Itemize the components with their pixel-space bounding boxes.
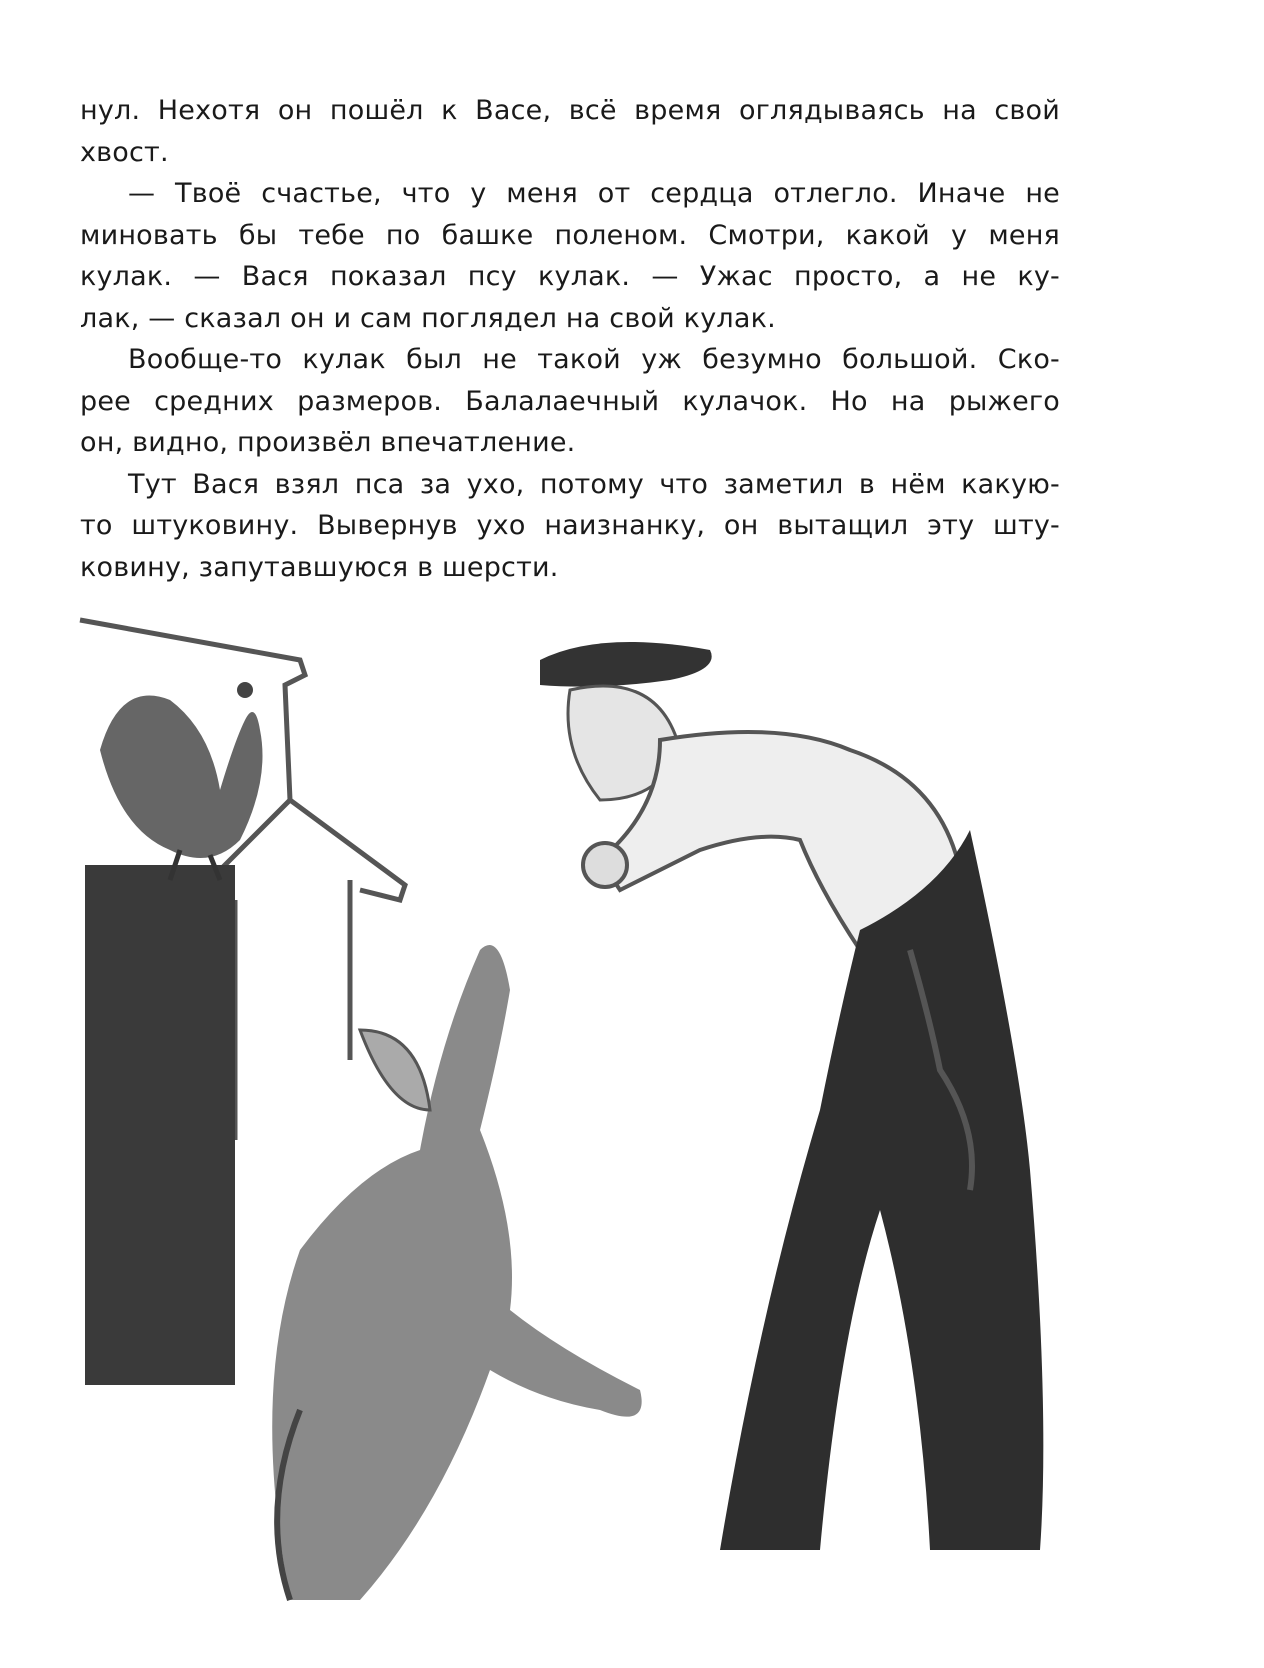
paragraph — [80, 464, 1060, 589]
text-line: хвост. — [80, 136, 169, 168]
text-line: лак, — сказал он и сам поглядел на свой кулак. — [80, 302, 776, 334]
text-line: ковину, запутавшуюся в шерсти. — [80, 551, 559, 583]
paragraph — [80, 173, 1060, 339]
text-line: Вообще-то кулак был не такой уж безумно большой. Ско- — [128, 344, 1060, 375]
text-line: Тут Вася взял пса за ухо, потому что заметил в нём какую- — [128, 468, 1060, 500]
paragraph — [80, 90, 1060, 173]
paragraph — [80, 339, 1060, 464]
text-line: рее средних размеров. Балалаечный кулачок. Но на рыжего — [80, 385, 1060, 417]
text-line: он, видно, произвёл впечатление. — [80, 427, 576, 458]
fist — [583, 843, 627, 887]
text-line: миновать бы тебе по башке поленом. Смотри, какой у меня — [80, 219, 1060, 251]
text-line: кулак. — Вася показал псу кулак. — Ужас просто, а не ку- — [80, 261, 1060, 292]
dog — [272, 945, 641, 1600]
wall — [85, 865, 235, 1385]
text-line: нул. Нехотя он пошёл к Васе, всё время оглядываясь на свой — [80, 95, 1060, 126]
body-text — [80, 90, 1060, 588]
illustration — [60, 610, 1080, 1610]
text-line: — Твоё счастье, что у меня от сердца отлегло. Иначе не — [128, 178, 1060, 209]
text-line: то штуковину. Вывернув ухо наизнанку, он вытащил эту шту- — [80, 510, 1060, 541]
